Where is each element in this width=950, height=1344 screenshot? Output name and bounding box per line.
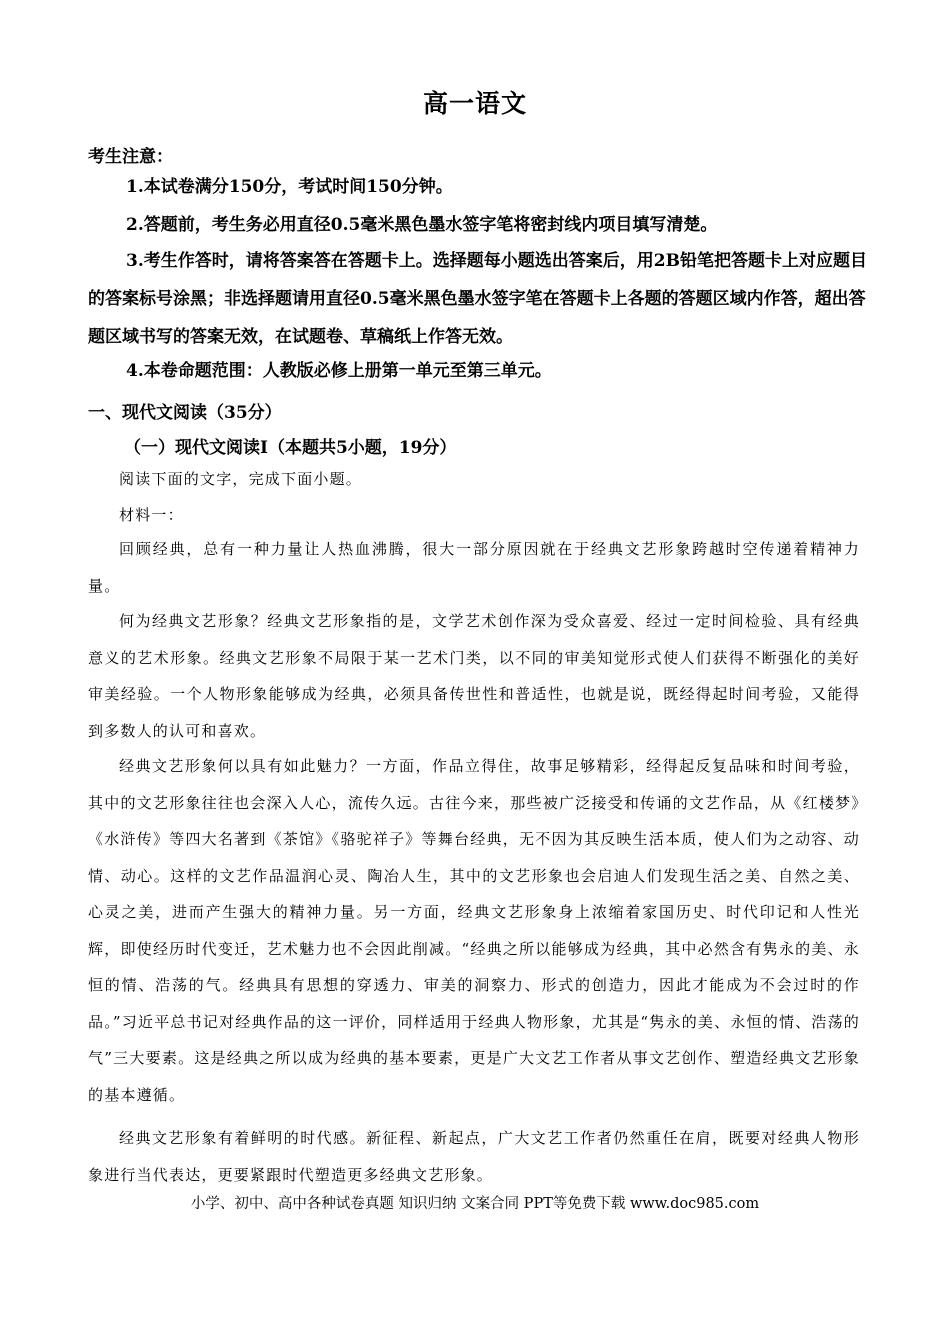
page-title: 高一语文 xyxy=(422,89,527,118)
paragraph-4: 经典文艺形象有着鲜明的时代感。新征程、新起点，广大文艺工作者仍然重任在肩，既要对经典人物形象进行当代表达，更要紧跟时代塑造更多经典文艺形象。 xyxy=(88,1129,860,1184)
subsection-heading: （一）现代文阅读Ⅰ（本题共5小题，19分） xyxy=(124,438,457,458)
material-label: 材料一： xyxy=(119,506,184,524)
notice-item-1: 1.本试卷满分150分，考试时间150分钟。 xyxy=(126,177,453,197)
notice-item-4: 4.本卷命题范围：人教版必修上册第一单元至第三单元。 xyxy=(126,361,552,381)
paragraph-3: 经典文艺形象何以具有如此魅力？一方面，作品立得住，故事足够精彩，经得起反复品味和时间考验，其中的文艺形象往往也会深入人心，流传久远。古往今来，那些被广泛接受和传诵的文艺作品，从《红楼梦》《水浒传》等四大名著到《茶馆》《骆驼祥子》等舞台经典，无不因为其反映生活本质，使人们为之动容、动情、动心。这样的文艺作品温润心灵、陶冶人生，其中的文艺形象也会启迪人们发现生活之美、自然之美、心灵之美，进而产生强大的精神力量。另一方面，经典文艺形象身上浓缩着家国历史、时代印记和人性光辉，即使经历时代变迁，艺术魅力也不会因此削减。“经典之所以能够成为经典，其中必然含有隽永的美、永恒的情、浩荡的气。经典具有思想的穿透力、审美的洞察力、形式的创造力，因此才能成为不会过时的作品。”习近平总书记对经典作品的这一评价，同样适用于经典人物形象，尤其是“隽永的美、永恒的情、浩荡的气”三大要素。这是经典之所以成为经典的基本要素，更是广大文艺工作者从事文艺创作、塑造经典文艺形象的基本遵循。 xyxy=(88,757,860,1104)
notice-heading: 考生注意： xyxy=(88,147,173,167)
paragraph-2: 何为经典文艺形象？经典文艺形象指的是，文学艺术创作深为受众喜爱、经过一定时间检验、具有经典意义的艺术形象。经典文艺形象不局限于某一艺术门类，以不同的审美知觉形式使人们获得不断强化的美好审美经验。一个人物形象能够成为经典，必须具备传世性和普适性，也就是说，既经得起时间考验，又能得到多数人的认可和喜欢。 xyxy=(88,612,860,740)
paragraph-1: 回顾经典，总有一种力量让人热血沸腾，很大一部分原因就在于经典文艺形象跨越时空传递着精神力量。 xyxy=(88,540,860,595)
notice-item-3: 3.考生作答时，请将答案答在答题卡上。选择题每小题选出答案后，用2B铅笔把答题卡上对应题目的答案标号涂黑；非选择题请用直径0.5毫米黑色墨水签字笔在答题卡上各题的答题区域内作答，超出答题区域书写的答案无效，在试题卷、草稿纸上作答无效。 xyxy=(88,251,867,347)
notice-item-2: 2.答题前，考生务必用直径0.5毫米黑色墨水签字笔将密封线内项目填写清楚。 xyxy=(126,215,718,235)
footer-text: 小学、初中、高中各种试卷真题 知识归纳 文案合同 PPT等免费下载 www.doc985.com xyxy=(190,1196,760,1212)
section-heading: 一、现代文阅读（35分） xyxy=(88,403,282,423)
reading-instruction: 阅读下面的文字，完成下面小题。 xyxy=(119,470,363,488)
